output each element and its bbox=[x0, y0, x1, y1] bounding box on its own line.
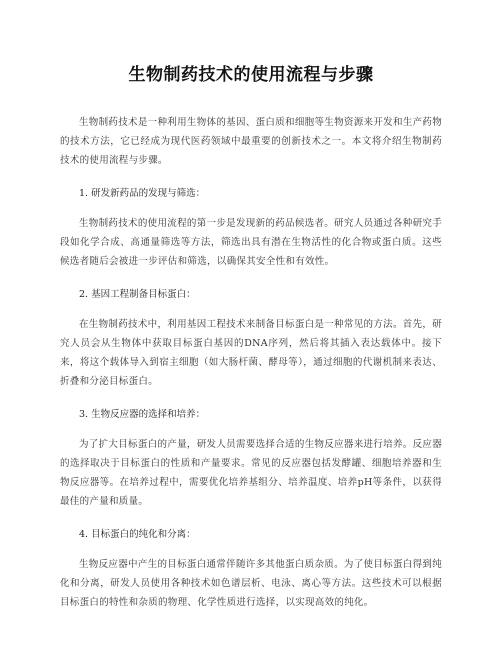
section-heading: 2. 基因工程制备目标蛋白： bbox=[79, 289, 196, 300]
section-body: 在生物制药技术中，利用基因工程技术来制备目标蛋白是一种常见的方法。首先，研究人员会从生物体中获取目标蛋白基因的DNA序列，然后将其插入表达载体中。接下来，将这个载体导入到宿主细胞（如大肠杆菌、酵母等），通过细胞的代谢机制来表达、折叠和分泌目标蛋白。 bbox=[60, 319, 442, 387]
intro-paragraph: 生物制药技术是一种利用生物体的基因、蛋白质和细胞等生物资源来开发和生产药物的技术方法，它已经成为现代医药领域中最重要的创新技术之一。本文将介绍生物制药技术的使用流程与步骤。 bbox=[60, 117, 442, 166]
section-heading: 3. 生物反应器的选择和培养： bbox=[79, 409, 206, 420]
section-3 bbox=[60, 405, 442, 511]
document-title: 生物制药技术的使用流程与步骤 bbox=[128, 65, 374, 85]
section-1 bbox=[60, 184, 442, 271]
section-2 bbox=[60, 285, 442, 391]
section-heading: 4. 目标蛋白的纯化和分离： bbox=[79, 529, 196, 540]
section-4 bbox=[60, 525, 442, 612]
section-heading: 1. 研发新药品的发现与筛选： bbox=[79, 188, 206, 199]
section-body: 生物反应器中产生的目标蛋白通常伴随许多其他蛋白质杂质。为了使目标蛋白得到纯化和分离，研发人员使用各种技术如色谱层析、电泳、离心等方法。这些技术可以根据目标蛋白的特性和杂质的物理、化学性质进行选择，以实现高效的纯化。 bbox=[60, 559, 442, 608]
section-body: 生物制药技术的使用流程的第一步是发现新的药品候选者。研究人员通过各种研究手段如化学合成、高通量筛选等方法，筛选出具有潜在生物活性的化合物或蛋白质。这些候选者随后会被进一步评估和筛选，以确保其安全性和有效性。 bbox=[60, 218, 442, 267]
section-body: 为了扩大目标蛋白的产量，研发人员需要选择合适的生物反应器来进行培养。反应器的选择取决于目标蛋白的性质和产量要求。常见的反应器包括发酵罐、细胞培养器和生物反应器等。在培养过程中，需要优化培养基组分、培养温度、培养pH等条件，以获得最佳的产量和质量。 bbox=[60, 439, 442, 507]
